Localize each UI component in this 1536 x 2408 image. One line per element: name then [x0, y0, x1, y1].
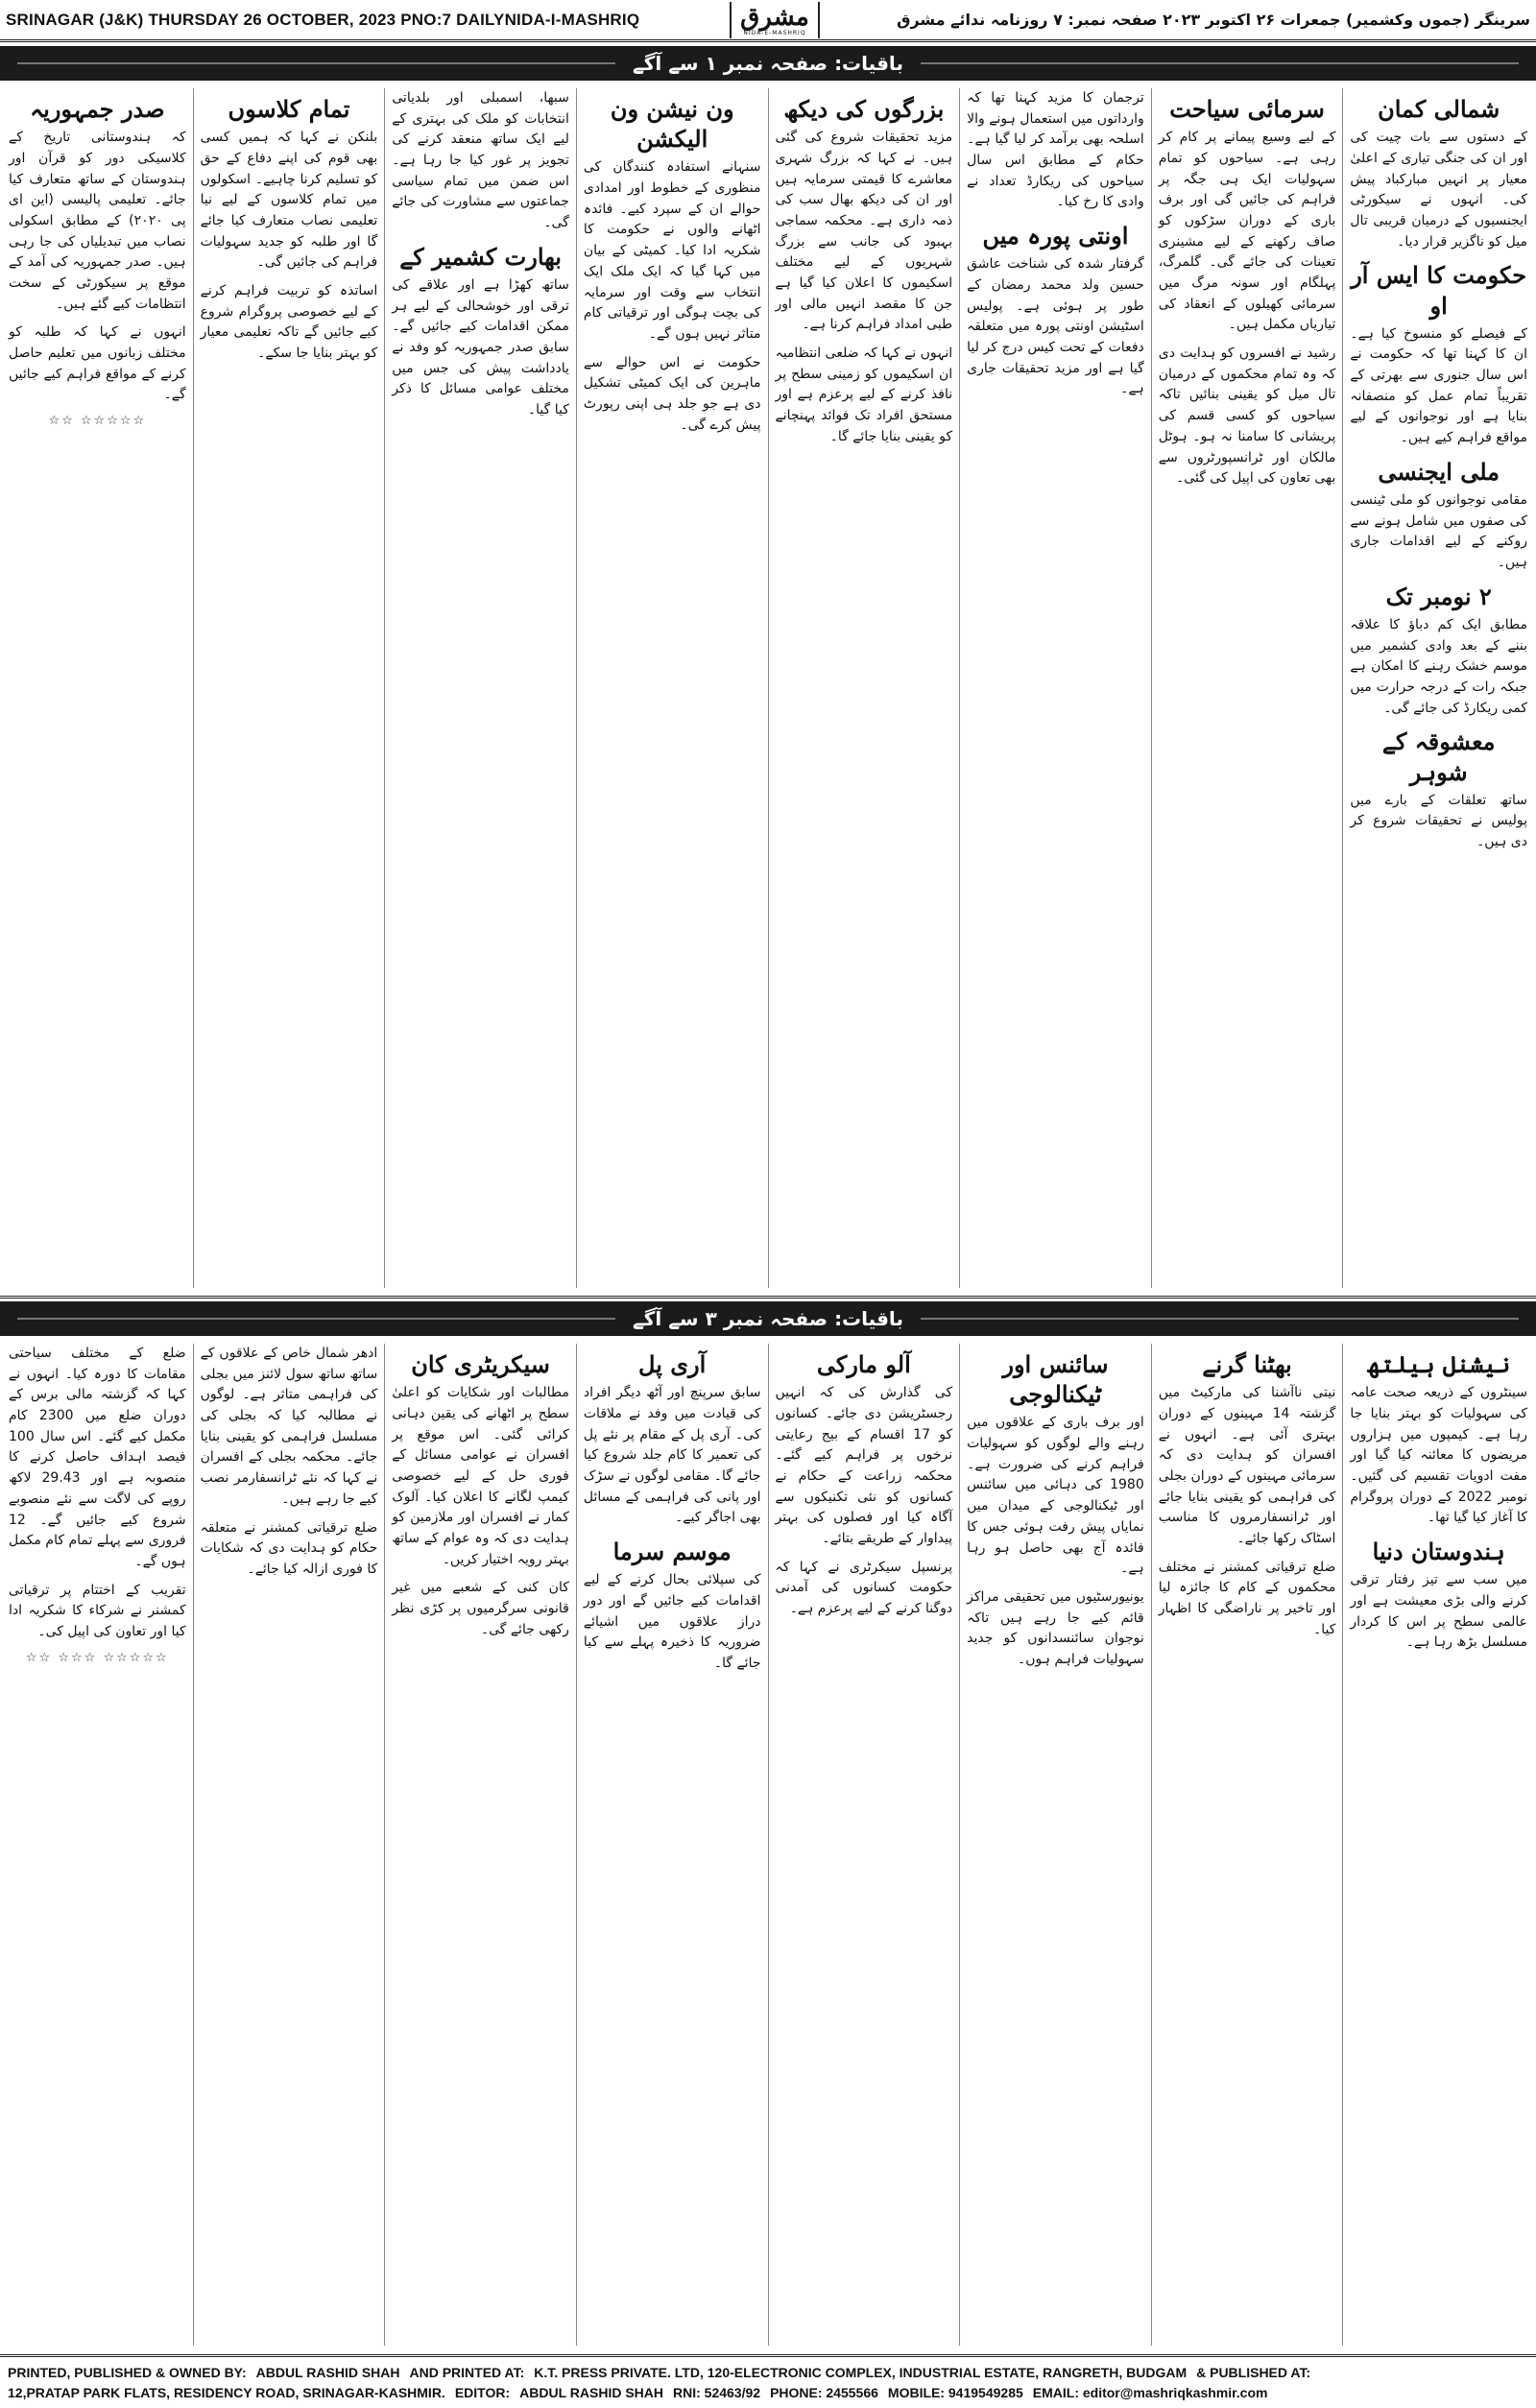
article-column	[576, 1344, 768, 2346]
article-block	[1350, 727, 1527, 852]
article-column	[384, 1344, 576, 2346]
article-text: ضلع کے مختلف سیاحتی مقامات کا دورہ کیا۔ انہوں نے کہا کہ گزشتہ مالی برس کے دوران ضلع میں 2300 کام مکمل کیے گئے۔ اس سال 100 فیصد اہداف حاصل کرنے کا منصوبہ ہے اور 29.43 لاکھ روپے کی لاگت سے نئے منصوبے شروع کیے جائیں گے۔ 12 فروری سے پہلے تمام کام مکمل ہوں گے۔	[9, 1346, 186, 1569]
article-text: ضلع ترقیاتی کمشنر نے متعلقہ حکام کو ہدایت دی کہ شکایات کا فوری ازالہ کیا جائے۔	[200, 1519, 378, 1577]
article-block	[1350, 1537, 1527, 1654]
imprint-address: 12,PRATAP PARK FLATS, RESIDENCY ROAD, SRINAGAR-KASHMIR.	[8, 2384, 445, 2400]
article-headline: ہندوستان دنیا	[1372, 1538, 1505, 1565]
article-text: کی سپلائی بحال کرنے کے لیے اقدامات کیے جائیں گے اور دور دراز علاقوں میں اشیائے ضروریہ کا ذخیرہ پہلے سے کیا جائے گا۔	[583, 1572, 761, 1671]
article-headline: بھٹنا گرنے	[1202, 1350, 1292, 1378]
article-text: ادھر شمال خاص کے علاقوں کے ساتھ ساتھ سول لائنز میں بجلی کی فراہمی متاثر ہے۔ لوگوں نے مطالبہ کیا کہ بجلی کی مسلسل فراہمی کو یقینی بنایا جائے۔ محکمہ بجلی کے افسران نے کہا کہ نئے ٹرانسفارمر نصب کیے جا رہے ہیں۔	[200, 1346, 378, 1507]
article-block	[776, 1349, 953, 1550]
imprint-printed-at-label: AND PRINTED AT:	[409, 2365, 525, 2380]
article-block	[776, 94, 953, 336]
article-text: کی گذارش کی کہ انہیں رجسٹریشن دی جائے۔ کسانوں کو 17 اقسام کے بیج رعایتی نرخوں پر فراہم کیے گئے۔ محکمہ زراعت کے حکام نے کسانوں کو نئی تکنیکوں سے آگاہ کیا اور فصلوں کی بہتر پیداوار کے طریقے بتائے۔	[775, 1385, 953, 1546]
section-banner-top	[0, 46, 1536, 81]
article-text: کے لیے وسیع پیمانے پر کام کر رہی ہے۔ سیاحوں کو تمام سہولیات ایک ہی جگہ پر فراہم کی جائیں گی اور برف باری کے دوران سڑکوں کو صاف رکھنے کے لیے مشینری تعینات کی جائے گی۔ گلمرگ، پہلگام اور سونہ مرگ میں سرمائی کھیلوں کے انعقاد کی تیاریاں مکمل ہیں۔	[1158, 130, 1336, 333]
article-block	[9, 322, 186, 406]
article-text: مزید تحقیقات شروع کی گئی ہیں۔ نے کہا کہ بزرگ شہری معاشرے کا قیمتی سرمایہ ہیں اور ان کی دیکھ بھال سب کی ذمہ داری ہے۔ محکمہ سماجی بہبود کی جانب سے بزرگ شہریوں کے لیے مختلف اسکیموں کا اعلان کیا گیا ہے جن کا مقصد انہیں مالی اور طبی امداد فراہم کرنا ہے۔	[775, 130, 953, 333]
article-text: انہوں نے کہا کہ ضلعی انتظامیہ ان اسکیموں کو زمینی سطح پر نافذ کرنے کے لیے پرعزم ہے اور مستحق افراد تک فوائد پہنچانے کو یقینی بنایا جائے گا۔	[775, 346, 953, 444]
article-text: نیتی ناآشنا کی مارکیٹ میں گزشتہ 14 مہینوں کے دوران بہتری آئی ہے۔ انہوں نے افسران کو ہدایت دی کہ سرمائی مہینوں کے دوران بجلی کی فراہمی کو یقینی بنایا جائے اور ٹرانسفارمروں کا مناسب اسٹاک رکھا جائے۔	[1158, 1385, 1336, 1546]
article-headline: آلو مارکی	[816, 1350, 911, 1378]
imprint-published-at-label: & PUBLISHED AT:	[1196, 2365, 1311, 2380]
article-text: گرفتار شدہ کی شناخت عاشق حسین ولد محمد رمضان کے طور پر ہوئی ہے۔ پولیس اسٹیشن اونتی پورہ میں متعلقہ دفعات کے تحت کیس درج کر لیا گیا ہے اور مزید تحقیقات جاری ہے۔	[967, 256, 1144, 397]
article-column	[1151, 1344, 1343, 2346]
article-block	[1350, 94, 1527, 252]
logo-subtext: NIDA-E-MASHRIQ	[743, 29, 806, 36]
article-text: یونیورسٹیوں میں تحقیقی مراکز قائم کیے جا رہے ہیں تاکہ نوجوان سائنسدانوں کو جدید سہولیات فراہم ہوں۔	[967, 1588, 1144, 1667]
banner-rule	[921, 1318, 1519, 1320]
article-block	[1159, 1558, 1336, 1641]
imprint-phone: PHONE: 2455566	[770, 2384, 878, 2400]
article-block	[776, 1558, 953, 1620]
article-text: ضلع ترقیاتی کمشنر نے مختلف محکموں کے کام کا جائزہ لیا اور تاخیر پر ناراضگی کا اظہار کیا۔	[1158, 1559, 1336, 1637]
newspaper-logo	[730, 2, 820, 38]
article-block	[1350, 457, 1527, 574]
section-title-bottom: باقیات: صفحہ نمبر ۳ سے آگے	[633, 1307, 903, 1330]
article-headline: بھارت کشمیر کے	[399, 242, 562, 271]
article-column	[1342, 1344, 1534, 2346]
logo-wordmark: مشرق	[740, 2, 809, 32]
article-column	[576, 88, 768, 1288]
article-headline: اونتی پورہ میں	[982, 222, 1129, 250]
article-block	[776, 344, 953, 447]
article-headline: معشوقہ کے شوہر	[1381, 727, 1496, 786]
article-headline: صدر جمہوریہ	[30, 95, 165, 123]
article-headline: سرمائی سیاحت	[1169, 95, 1325, 123]
article-block	[967, 1349, 1144, 1580]
article-block	[392, 1578, 569, 1640]
article-text: سبھا، اسمبلی اور بلدیاتی انتخابات کو ملک کی بہتری کے لیے ایک ساتھ منعقد کرنے کی تجویز پر غور کیا جا رہا ہے۔ اس ضمن میں تمام سیاسی جماعتوں سے مشاورت کی جائے گی۔	[392, 90, 569, 231]
imprint-footer	[0, 2354, 1536, 2408]
imprint-rni: RNI: 52463/92	[673, 2384, 761, 2400]
article-column	[193, 1344, 385, 2346]
banner-rule	[17, 62, 615, 64]
article-block	[392, 1349, 569, 1570]
article-column	[959, 1344, 1151, 2346]
article-block	[584, 1537, 761, 1675]
section-title-top: باقیات: صفحہ نمبر ۱ سے آگے	[633, 52, 903, 75]
imprint-mobile: MOBILE: 9419549285	[887, 2384, 1023, 2400]
article-block	[392, 242, 569, 421]
article-column	[768, 1344, 960, 2346]
article-headline: سیکریٹری کان	[411, 1350, 550, 1378]
article-text: کے دستوں سے بات چیت کی اور ان کی جنگی تیاری کے اعلیٰ معیار پر انہیں مبارکباد پیش کی۔ انہوں نے سیکورٹی ایجنسیوں کے درمیان قریبی تال میل کو ناگزیر قرار دیا۔	[1350, 130, 1527, 250]
bottom-article-columns	[0, 1340, 1536, 2349]
article-text: کے فیصلے کو منسوخ کیا ہے۔ ان کا کہنا تھا کہ حکومت نے اس سال جنوری سے بھرتی کے تقریباً تمام عمل کو منصفانہ بنایا ہے اور نوجوانوں کے لیے مواقع فراہم کیے ہیں۔	[1350, 325, 1527, 446]
star-separator: ☆☆☆☆☆ ☆☆☆ ☆☆	[25, 1650, 169, 1665]
article-text: تقریب کے اختتام پر ترقیاتی کمشنر نے شرکاء کا شکریہ ادا کیا اور تعاون کی اپیل کی۔	[9, 1582, 186, 1639]
article-block	[584, 1349, 761, 1529]
article-block	[9, 1344, 186, 1573]
article-text: میں سب سے تیز رفتار ترقی کرنے والی بڑی معیشت ہے اور عالمی سطح پر اس کا کردار مسلسل بڑھ رہا ہے۔	[1350, 1572, 1527, 1651]
article-headline: تمام کلاسوں	[228, 95, 350, 123]
article-block	[967, 221, 1144, 400]
article-headline: شمالی کمان	[1378, 95, 1500, 123]
article-text: ساتھ کھڑا ہے اور علاقے کی ترقی اور خوشحالی کے لیے ہر ممکن اقدامات کیے جائیں گے۔ سابق صدر جمہوریہ کو وفد نے یادداشت پیش کی جس میں مختلف عوامی مسائل کا ذکر کیا گیا۔	[392, 277, 569, 418]
article-block	[201, 94, 378, 274]
section-divider	[0, 1296, 1536, 1299]
article-column	[193, 88, 385, 1288]
article-column	[959, 88, 1151, 1288]
article-block	[392, 88, 569, 234]
article-block	[1159, 1349, 1336, 1550]
article-block	[9, 94, 186, 315]
star-separator: ☆☆☆☆☆ ☆☆	[48, 414, 147, 429]
article-block	[201, 1344, 378, 1511]
top-article-columns	[0, 84, 1536, 1292]
imprint-editor: ABDUL RASHID SHAH	[519, 2384, 663, 2400]
article-text: سابق سرپنچ اور آٹھ دیگر افراد کی قیادت میں وفد نے ملاقات کی۔ آری پل کے مقام پر نئے پل کی تعمیر کا کام جلد شروع کیا جائے گا۔ مقامی لوگوں نے سڑک اور پانی کی فراہمی کے مسائل بھی اجاگر کیے۔	[583, 1385, 761, 1526]
article-block	[1159, 344, 1336, 489]
article-block	[1350, 260, 1527, 449]
article-text: مطالبات اور شکایات کو اعلیٰ سطح پر اٹھانے کی یقین دہانی کرائی گئی۔ اس موقع پر افسران نے عوامی مسائل کے فوری حل کے لیے خصوصی کیمپ لگانے کا اعلان کیا۔ آلوک کمار نے افسران اور ملازمین کو ہدایت دی کہ وہ عوام کے ساتھ بہتر رویہ اختیار کریں۔	[392, 1385, 569, 1567]
article-headline: موسم سرما	[612, 1538, 732, 1565]
article-text: سینٹروں کے ذریعہ صحت عامہ کی سہولیات کو بہتر بنایا جا رہا ہے۔ کیمپوں میں ہزاروں مریضوں کا معائنہ کیا گیا اور مفت ادویات تقسیم کی گئیں۔ نومبر 2022 کے دوران پروگرام کا آغاز کیا گیا تھا۔	[1350, 1385, 1527, 1526]
article-column	[1342, 88, 1534, 1288]
article-text: بلنکن نے کہا کہ ہمیں کسی بھی قوم کی اپنے دفاع کے حق کو تسلیم کرنا چاہیے۔ اسکولوں میں تمام کلاسوں کے لیے نیا تعلیمی نصاب متعارف کیا جائے گا اور طلبہ کو جدید سہولیات فراہم کی جائیں گی۔	[200, 130, 378, 271]
article-text: اور برف باری کے علاقوں میں رہنے والے لوگوں کو سہولیات فراہم کرنے کی ضرورت ہے۔ 1980 کی دہائی میں سائنس اور ٹیکنالوجی کے میدان میں نمایاں پیش رفت ہوئی جس کا فائدہ آج بھی حاصل ہو رہا ہے۔	[967, 1415, 1144, 1577]
imprint-editor-label: EDITOR:	[454, 2384, 511, 2400]
article-block	[1350, 1349, 1527, 1529]
imprint-printed-label: PRINTED, PUBLISHED & OWNED BY:	[8, 2365, 247, 2380]
article-text: کان کنی کے شعبے میں غیر قانونی سرگرمیوں پر کڑی نظر رکھی جائے گی۔	[392, 1580, 569, 1637]
article-column	[1151, 88, 1343, 1288]
article-column	[384, 88, 576, 1288]
banner-rule	[921, 62, 1519, 64]
article-text: انہوں نے کہا کہ طلبہ کو مختلف زبانوں میں تعلیم حاصل کرنے کے مواقع فراہم کیے جائیں گے۔	[9, 324, 186, 403]
masthead-urdu-line: سرینگر (جموں وکشمیر) جمعرات ۲۶ اکتوبر ۲۰۲۳ صفحہ نمبر: ۷ روزنامہ ندائے مشرق	[897, 11, 1530, 29]
article-block	[201, 1518, 378, 1581]
article-headline: سائنس اور ٹیکنالوجی	[1002, 1350, 1109, 1409]
article-block	[584, 353, 761, 437]
article-column	[768, 88, 960, 1288]
article-block	[967, 1587, 1144, 1671]
article-headline: نیشنل ہیلتھ	[1367, 1350, 1511, 1378]
article-text: سنہانے استفادہ کنندگان کی منظوری کے خطوط اور امدادی حوالے ان کے سپرد کیے۔ فائدہ اٹھانے والوں نے حکومت کا شکریہ ادا کیا۔ کمیٹی کے بیان میں کہا گیا کہ ایک ملک ایک انتخاب سے وقت اور سرمایہ کی بچت ہوگی اور ترقیاتی کام متاثر نہیں ہوں گے۔	[583, 159, 761, 342]
article-block	[967, 88, 1144, 213]
article-column	[2, 1344, 193, 2346]
banner-rule	[17, 1318, 615, 1320]
article-text: پرنسپل سیکرٹری نے کہا کہ حکومت کسانوں کی آمدنی دوگنا کرنے کے لیے پرعزم ہے۔	[775, 1559, 953, 1617]
article-block	[1159, 94, 1336, 336]
imprint-press: K.T. PRESS PRIVATE. LTD, 120-ELECTRONIC COMPLEX, INDUSTRIAL ESTATE, RANGRETH, BUDGAM	[534, 2365, 1188, 2380]
article-headline: بزرگوں کی دیکھ	[783, 95, 945, 123]
article-column	[2, 88, 193, 1288]
article-text: رشید نے افسروں کو ہدایت دی کہ وہ تمام محکموں کے درمیان تال میل کو یقینی بنائیں تاکہ سیاحوں کو کسی قسم کی پریشانی کا سامنا نہ ہو۔ ہوٹل مالکان اور ٹرانسپورٹروں سے بھی تعاون کی اپیل کی گئی۔	[1158, 346, 1336, 487]
article-headline: ملی ایجنسی	[1378, 457, 1500, 486]
article-headline: ۲ نومبر تک	[1385, 582, 1492, 610]
article-headline: ون نیشن ون الیکشن	[610, 95, 734, 154]
article-text: ترجمان کا مزید کہنا تھا کہ وارداتوں میں استعمال ہونے والا اسلحہ بھی برآمد کر لیا گیا ہے۔ حکام کے مطابق اس سال سیاحوں کی ریکارڈ تعداد نے وادی کا رخ کیا۔	[967, 90, 1144, 210]
article-text: کہ ہندوستانی تاریخ کے کلاسیکی دور کو قرآن اور ہندوستان کے ساتھ متعارف کیا جائے۔ تعلیمی پالیسی (این ای پی ۲۰۲۰) کے مطابق اسکولی نصاب میں تبدیلیاں کی جا رہی ہیں۔ صدر جمہوریہ کی آمد کے موقع پر سیکورٹی کے سخت انتظامات کیے گئے ہیں۔	[9, 130, 186, 312]
article-headline: آری پل	[638, 1350, 707, 1378]
article-text: مقامی نوجوانوں کو ملی ٹینسی کی صفوں میں شامل ہونے سے روکنے کے لیے اقدامات جاری ہیں۔	[1350, 492, 1527, 571]
article-block	[201, 281, 378, 365]
imprint-email: EMAIL: editor@mashriqkashmir.com	[1032, 2384, 1268, 2400]
article-block	[9, 1581, 186, 1643]
article-block	[1350, 582, 1527, 720]
imprint-owner: ABDUL RASHID SHAH	[255, 2365, 400, 2380]
article-text: ساتھ تعلقات کے بارے میں پولیس نے تحقیقات شروع کر دی ہیں۔	[1350, 792, 1527, 850]
article-text: اساتذہ کو تربیت فراہم کرنے کے لیے خصوصی پروگرام شروع کیے جائیں گے تاکہ تعلیمی معیار کو بہتر بنایا جا سکے۔	[200, 283, 378, 362]
section-banner-bottom	[0, 1301, 1536, 1336]
article-text: مطابق ایک کم دباؤ کا علاقہ بننے کے بعد وادی کشمیر میں موسم خشک رہنے کا امکان ہے جبکہ رات کے درجہ حرارت میں کمی ریکارڈ کی جائے گی۔	[1350, 616, 1527, 716]
article-block	[584, 94, 761, 346]
article-headline: حکومت کا ایس آر او	[1351, 261, 1527, 320]
masthead-english-line: SRINAGAR (J&K) THURSDAY 26 OCTOBER, 2023 PNO:7 DAILYNIDA-I-MASHRIQ	[6, 10, 640, 29]
article-text: حکومت نے اس حوالے سے ماہرین کی ایک کمیٹی تشکیل دی ہے جو جلد ہی اپنی رپورٹ پیش کرے گی۔	[583, 354, 761, 433]
